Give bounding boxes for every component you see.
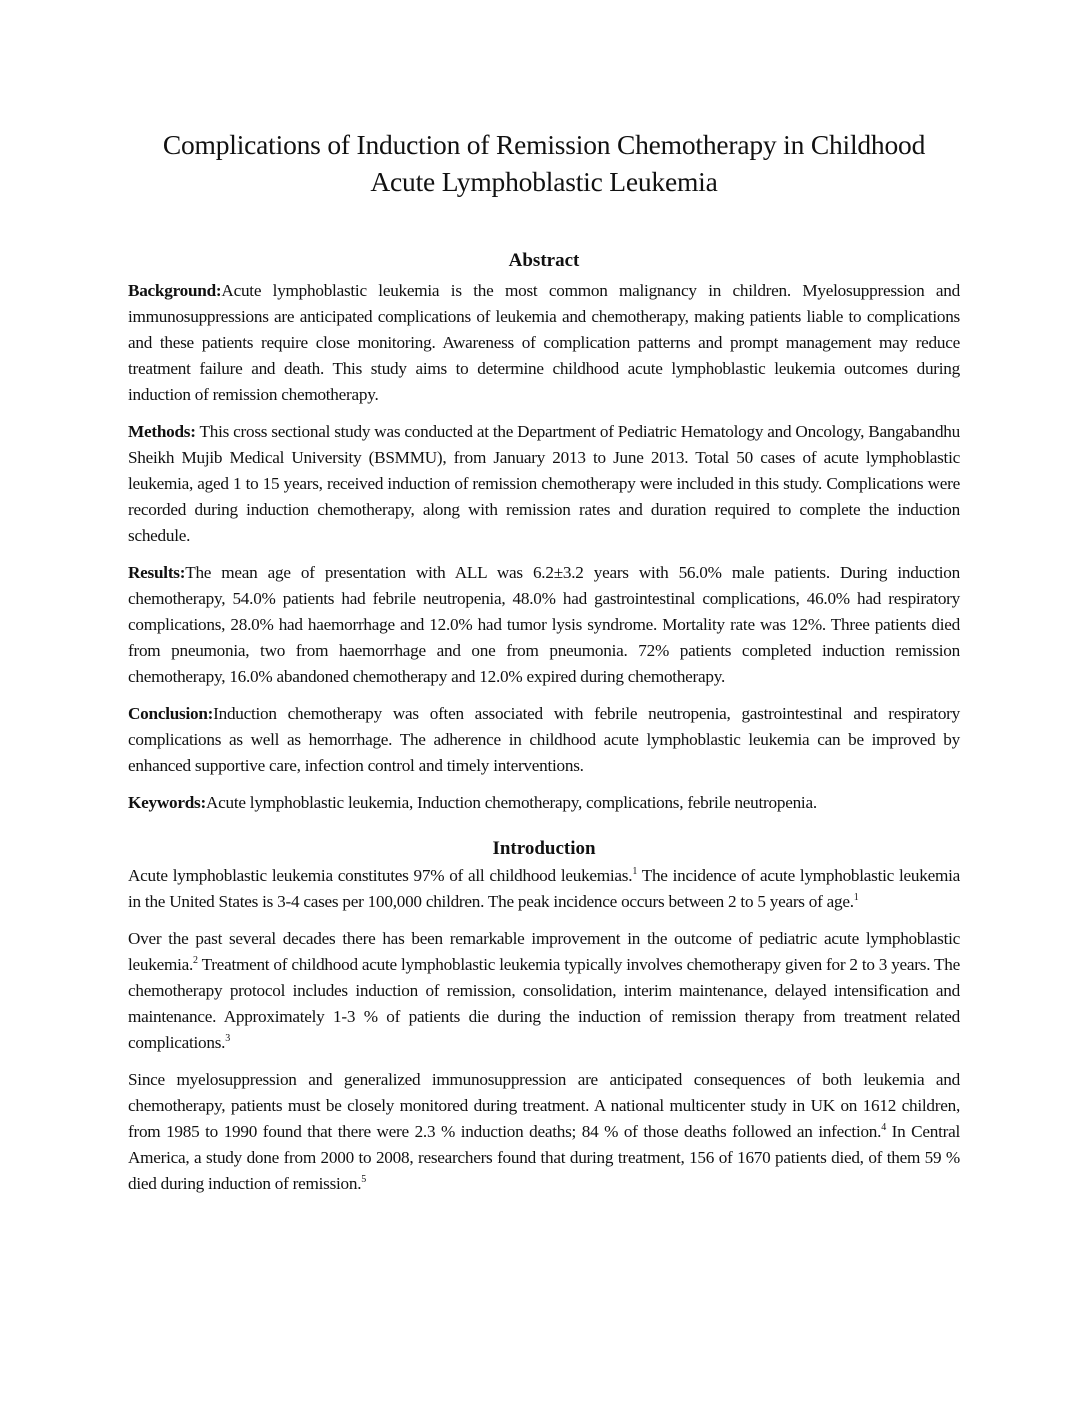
intro-p3-text-a: Since myelosuppression and generalized immunosuppression are anticipated consequences of both leukemia and chemotherapy, patients must be closely monitored during treatment. A national multicenter study in UK on 1612 children, from 1985 to 1990 found that there were 2.3 % induction deaths; 84 % of those deaths followed an infection. [128, 1070, 960, 1141]
results-text: The mean age of presentation with ALL was 6.2±3.2 years with 56.0% male patients. During induction chemotherapy, 54.0% patients had febrile neutropenia, 48.0% had gastrointestinal complications, 46.0% had respiratory complications, 28.0% had haemorrhage and 12.0% had tumor lysis syndrome. Mortality rate was 12%. Three patients died from pneumonia, two from haemorrhage and one from pneumonia. 72% patients completed induction remission chemotherapy, 16.0% abandoned chemotherapy and 12.0% expired during chemotherapy. [128, 563, 960, 686]
results-label: Results: [128, 563, 186, 582]
abstract-keywords [128, 790, 960, 816]
title-line-1: Complications of Induction of Remission Chemotherapy in Childhood [162, 129, 926, 160]
citation-ref: 1 [632, 866, 638, 877]
background-text: Acute lymphoblastic leukemia is the most common malignancy in children. Myelosuppression and immunosuppressions are anticipated complications of leukemia and chemotherapy, making patients liable to complications and these patients require close monitoring. Awareness of complication patterns and prompt management may reduce treatment failure and death. This study aims to determine childhood acute lymphoblastic leukemia outcomes during induction of remission chemotherapy. [128, 281, 960, 404]
abstract-conclusion [128, 701, 960, 779]
introduction-section [128, 863, 960, 1197]
introduction-heading: Introduction [492, 838, 596, 859]
keywords-text: Acute lymphoblastic leukemia, Induction chemotherapy, complications, febrile neutropenia. [205, 793, 817, 812]
conclusion-text: Induction chemotherapy was often associated with febrile neutropenia, gastrointestinal and respiratory complications as well as hemorrhage. The adherence in childhood acute lymphoblastic leukemia can be improved by enhanced supportive care, infection control and timely interventions. [128, 704, 960, 775]
citation-ref: 1 [853, 892, 859, 903]
paper-title [128, 126, 960, 200]
citation-ref: 2 [193, 955, 198, 966]
intro-p1-text-a: Acute lymphoblastic leukemia constitutes 97% of all childhood leukemias. [128, 866, 633, 885]
intro-p1-text-b: The incidence of acute lymphoblastic leukemia in the United States is 3-4 cases per 100,000 children. The peak incidence occurs between 2 to 5 years of age. [128, 866, 961, 911]
background-label: Background: [128, 281, 222, 300]
intro-p2-text-b: Treatment of childhood acute lymphoblastic leukemia typically involves chemotherapy given for 2 to 3 years. The chemotherapy protocol includes induction of remission, consolidation, interim maintenance, delayed intensification and maintenance. Approximately 1-3 % of patients die during the induction of remission therapy from treatment related complications. [128, 955, 960, 1052]
citation-ref: 4 [881, 1122, 886, 1133]
intro-paragraph-1 [128, 863, 960, 915]
title-line-2: Acute Lymphoblastic Leukemia [370, 166, 718, 197]
intro-paragraph-3 [128, 1067, 960, 1197]
intro-p3-text-b: In Central America, a study done from 2000 to 2008, researchers found that during treatment, 156 of 1670 patients died, of them 59 % died during induction of remission. [128, 1122, 960, 1193]
intro-paragraph-2 [128, 926, 960, 1056]
abstract-section [128, 278, 960, 816]
citation-ref: 3 [225, 1033, 230, 1044]
abstract-results [128, 560, 960, 690]
paper-page [128, 126, 960, 1208]
intro-p2-text-a: Over the past several decades there has been remarkable improvement in the outcome of pediatric acute lymphoblastic leukemia. [128, 929, 960, 974]
keywords-label: Keywords: [128, 793, 206, 812]
conclusion-label: Conclusion: [128, 704, 214, 723]
abstract-methods [128, 419, 960, 549]
citation-ref: 5 [361, 1174, 367, 1185]
abstract-background [128, 278, 960, 408]
abstract-heading: Abstract [508, 250, 580, 271]
methods-label: Methods: [128, 422, 196, 441]
methods-text: This cross sectional study was conducted at the Department of Pediatric Hematology and Oncology, Bangabandhu Sheikh Mujib Medical University (BSMMU), from January 2013 to June 2013. Total 50 cases of acute lymphoblastic leukemia, aged 1 to 15 years, received induction of remission chemotherapy were included in this study. Complications were recorded during induction chemotherapy, along with remission rates and duration required to complete the induction schedule. [128, 422, 960, 545]
